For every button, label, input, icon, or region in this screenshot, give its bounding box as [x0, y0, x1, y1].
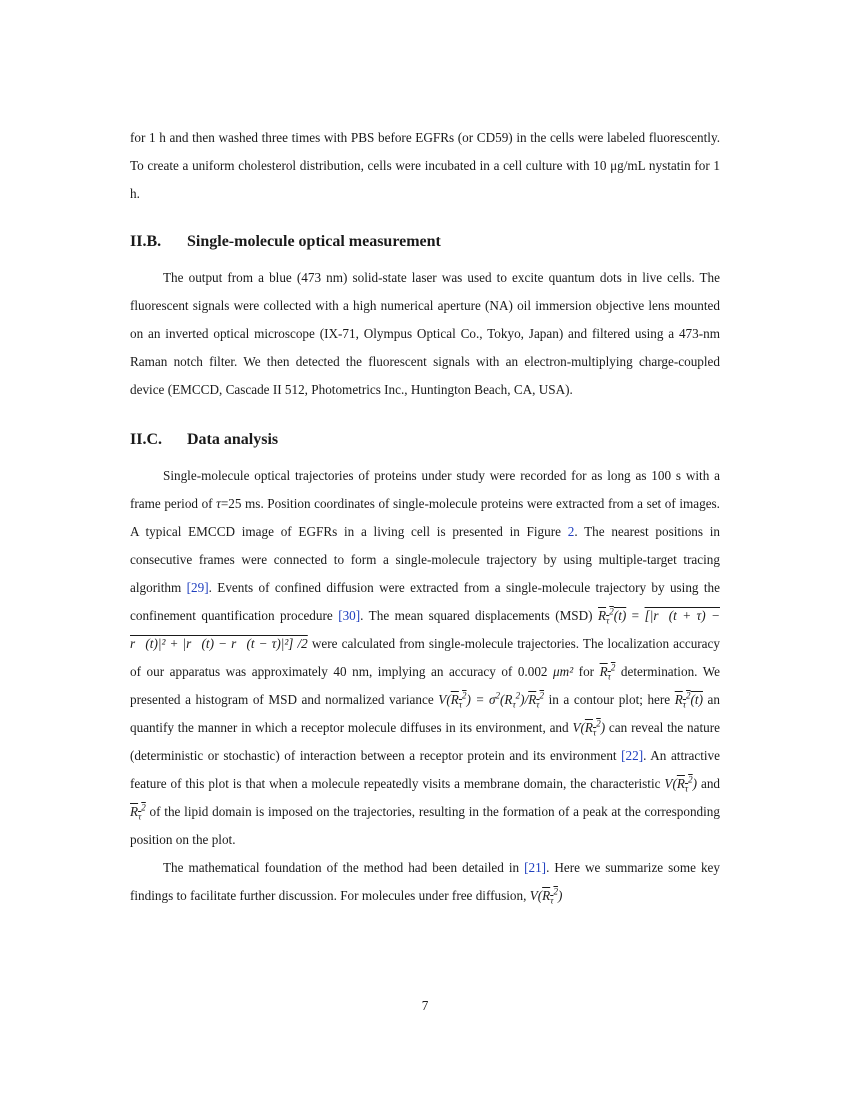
- citation-link-30[interactable]: [30]: [338, 608, 361, 623]
- math-r-tau-squared: $R_\tau^2$: [599, 662, 616, 682]
- text-run: . The nearest positions in consecutive frames were connected to form a single-molecule trajectory by using multiple-target tracing algorithm: [130, 524, 721, 595]
- measurement-paragraph: The output from a blue (473 nm) solid-state laser was used to excite quantum dots in live cells. The fluorescent signals were collected with a high numerical aperture (NA) oil immersion objective lens mounted on an inverted optical microscope (IX-71, Olympus Optical Co., Tokyo, Japan) and filtered using a 473-nm Raman notch filter. We then detected the fluorescent signals with an electron-multiplying charge-coupled device (EMCCD, Cascade II 512, Photometrics Inc., Huntington Beach, CA, USA).: [130, 270, 720, 397]
- section-title: Single-molecule optical measurement: [187, 233, 441, 250]
- text-run: and: [697, 776, 721, 791]
- math-variance-def: $V(R_\tau^2) = \sigma^2(R_\tau^2)/R_\tau^2$: [438, 690, 545, 710]
- text-run: for: [573, 664, 600, 679]
- citation-link-22[interactable]: [22]: [621, 748, 644, 763]
- foundation-paragraph: [130, 854, 720, 910]
- text-run: . The mean squared displacements (MSD): [360, 608, 598, 623]
- section-heading-c: [130, 430, 720, 450]
- math-variance: $V(R_\tau^2)$: [572, 718, 606, 738]
- math-unit: μm²: [553, 664, 574, 679]
- text-run: . Events of confined diffusion were extracted from a single-molecule trajectory by using the confinement quantification procedure: [130, 580, 720, 623]
- citation-link-21[interactable]: [21]: [524, 860, 547, 875]
- math-r-tau-squared: $R_\tau^2$: [130, 802, 146, 822]
- math-variance: $V(R_\tau^2)$: [664, 774, 698, 794]
- text-run: . Here we summarize some key findings to facilitate further discussion. For molecules under free diffusion,: [130, 860, 720, 903]
- text-run: an quantify the manner in which a receptor molecule diffuses in its environment, and: [130, 692, 721, 735]
- text-run: of the lipid domain is imposed on the trajectories, resulting in the formation of a peak at the corresponding position on the plot.: [130, 804, 720, 847]
- analysis-paragraph: Single-molecule optical trajectories of proteins under study were recorded for as long as 100 s with a frame period of τ=25 ms. Position coordinates of single-molecule proteins were extracted from a set of images. A typical EMCCD image of EGFRs in a living cell is presented in Figure 2. The nearest positions in consecutive frames were connected to form a single-molecule trajectory by using multiple-target tracing algorithm [29]. Events of confined diffusion were extracted from a single-molecule trajectory by using the confinement quantification procedure [30]. The mean squared displacements (MSD) $R_\tau^2(t)$ = [|r⃗(t + τ) − r⃗(t)|² + |r⃗(t) − r⃗(t − τ)|²] /2 were calculated from single-molecule trajectories. The localization accuracy of our apparatus was approximately 40 nm, implying an accuracy of 0.002 μm² for $R_\tau^2$ determination. We presented a histogram of MSD and normalized variance $V(R_\tau^2) = \sigma^2(R_\tau^2)/R_\tau^2$ in a contour plot; here $R_\tau^2(t)$ an quantify the manner in which a receptor molecule diffuses in its environment, and $V(R_\tau^2)$ can reveal the nature (deterministic or stochastic) of interaction between a receptor protein and its environment [22]. An attractive feature of this plot is that when a molecule repeatedly visits a membrane domain, the characteristic $V(R_\tau^2)$ and $R_\tau^2$ of the lipid domain is imposed on the trajectories, resulting in the formation of a peak at the corresponding position on the plot.: [130, 468, 721, 847]
- text-run: determination. We presented a histogram of MSD and normalized variance: [130, 664, 720, 707]
- text-run: The mathematical foundation of the method had been detailed in: [163, 860, 525, 875]
- text-run: were calculated from single-molecule trajectories. The localization accuracy of our apparatus was approximately 40 nm, implying an accuracy of 0.002: [130, 636, 720, 679]
- text-run: =25 ms. Position coordinates of single-molecule proteins were extracted from a set of images. A typical EMCCD image of EGFRs in a living cell is presented in Figure: [130, 496, 720, 539]
- text-run: . An attractive feature of this plot is that when a molecule repeatedly visits a membrane domain, the characteristic: [130, 748, 720, 791]
- figure-link[interactable]: 2: [567, 524, 575, 539]
- section-heading-b: [130, 232, 720, 252]
- text-run: in a contour plot; here: [544, 692, 675, 707]
- paper-page: [130, 124, 720, 910]
- section-number: II.C.: [130, 431, 163, 448]
- citation-link-29[interactable]: [29]: [186, 580, 209, 595]
- section-number: II.B.: [130, 233, 162, 250]
- section-title: Data analysis: [187, 431, 279, 448]
- math-msd-equation: [|r⃗(t + τ) − r⃗(t)|² + |r⃗(t) − r⃗(t − τ)|²] /2: [130, 608, 720, 651]
- intro-paragraph: for 1 h and then washed three times with PBS before EGFRs (or CD59) in the cells were labeled fluorescently. To create a uniform cholesterol distribution, cells were incubated in a cell culture with 10 μg/mL nystatin for 1 h.: [130, 130, 720, 201]
- math-msd: $R_\tau^2(t)$: [674, 690, 703, 710]
- page-number: 7: [421, 998, 429, 1013]
- math-tau: τ: [216, 496, 221, 511]
- text-run: can reveal the nature (deterministic or stochastic) of interaction between a receptor protein and its environment: [130, 720, 720, 763]
- math-variance: $V(R_\tau^2)$: [529, 886, 563, 906]
- text-run: Single-molecule optical trajectories of proteins under study were recorded for as long as 100 s with a frame period of: [130, 468, 720, 511]
- math-msd: $R_\tau^2(t)$: [598, 606, 627, 626]
